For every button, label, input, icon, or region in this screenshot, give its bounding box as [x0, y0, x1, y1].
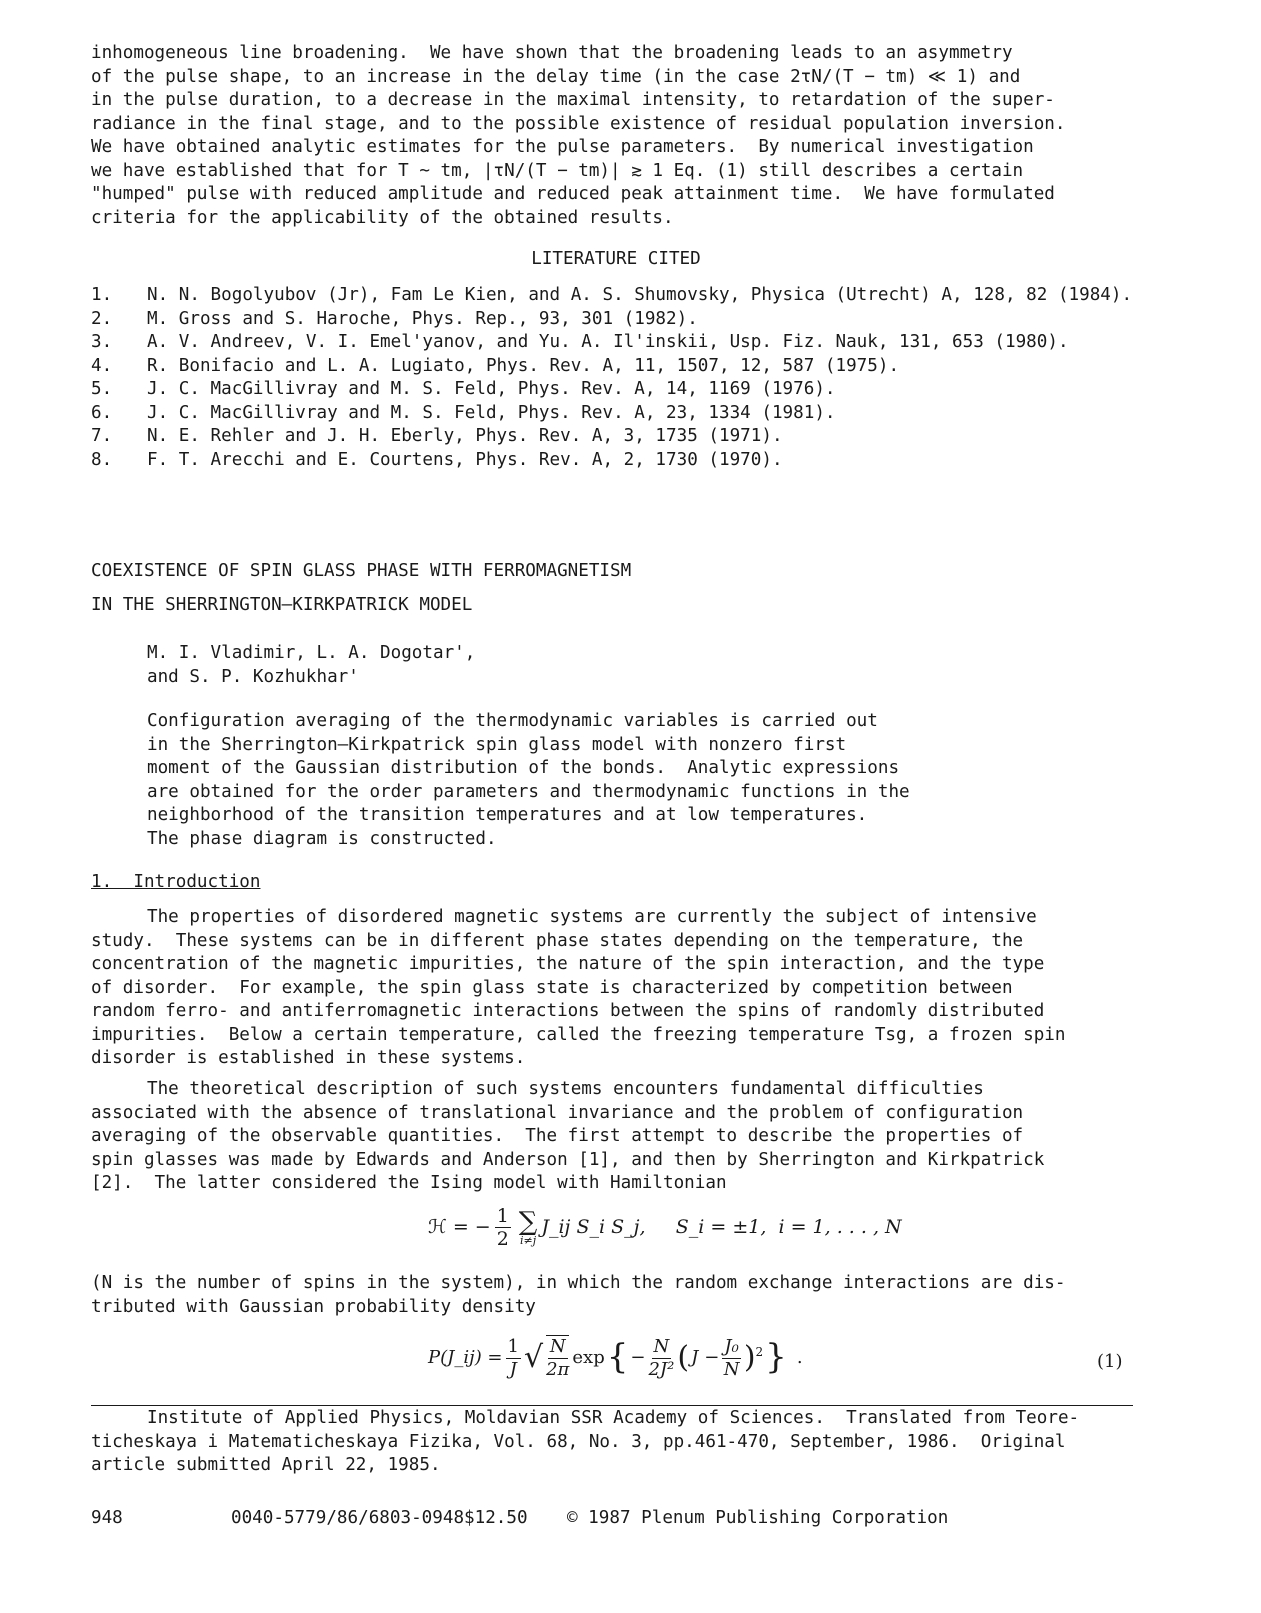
eq-denominator: J	[509, 1358, 517, 1380]
publication-code: 0040-5779/86/6803-0948$12.50	[231, 1508, 528, 1528]
reference-number: 8.	[91, 449, 113, 470]
reference-item	[91, 331, 1141, 355]
text-line: [2]. The latter considered the Ising model with Hamiltonian	[91, 1173, 727, 1193]
footnote-rule	[91, 1405, 1133, 1406]
eq-numerator: N	[653, 1335, 670, 1357]
text-line: concentration of the magnetic impurities, the nature of the spin interaction, and the type	[91, 954, 1045, 974]
eq-fraction	[506, 1336, 521, 1381]
eq-fraction	[722, 1336, 740, 1381]
period: .	[796, 1347, 803, 1369]
eq-numerator: N	[549, 1336, 566, 1357]
text-line: associated with the absence of translational invariance and the problem of configuration	[91, 1102, 1024, 1123]
intro-paragraph-1	[91, 906, 1141, 1071]
text-line: (N is the number of spins in the system), in which the random exchange interactions are dis-	[91, 1273, 1066, 1293]
abstract-line: The phase diagram is constructed.	[147, 828, 497, 849]
reference-number: 2.	[91, 308, 113, 329]
footnote-line: ticheskaya i Matematicheskaya Fizika, Vol. 68, No. 3, pp.461-470, September, 1986. Original	[91, 1431, 1066, 1452]
eq-fraction	[546, 1335, 569, 1381]
authors	[147, 642, 1197, 689]
reference-item	[91, 284, 1141, 308]
eq-body: J_ij S_i S_j, S_i = ±1, i = 1, . . . , N	[541, 1215, 902, 1238]
reference-item	[91, 425, 1141, 449]
eq-numerator: J₀	[724, 1335, 739, 1357]
text-line: averaging of the observable quantities. The first attempt to describe the properties of	[91, 1126, 1024, 1146]
footnote-line: Institute of Applied Physics, Moldavian SSR Academy of Sciences. Translated from Teore-	[147, 1408, 1080, 1428]
article-title	[91, 560, 1141, 584]
footnote	[91, 1407, 1141, 1478]
gaussian-equation	[428, 1335, 803, 1381]
literature-heading	[91, 248, 1141, 272]
reference-text: N. E. Rehler and J. H. Eberly, Phys. Rev. A, 3, 1735 (1971).	[147, 426, 783, 446]
reference-item	[91, 402, 1141, 426]
sum-symbol-group	[518, 1206, 538, 1247]
text-line: inhomogeneous line broadening. We have shown that the broadening leads to an asymmetry	[91, 43, 1013, 63]
eq-denominator: 2π	[546, 1359, 570, 1380]
text-line: impurities. Below a certain temperature, called the freezing temperature Tsg, a frozen spin	[91, 1024, 1066, 1045]
text-line: we have established that for T ~ tm, |τN/(T − tm)| ≳ 1 Eq. (1) still describes a certain	[91, 160, 1024, 181]
exp-label: exp	[572, 1347, 605, 1369]
reference-text: R. Bonifacio and L. A. Lugiato, Phys. Rev. A, 11, 1507, 12, 587 (1975).	[147, 355, 900, 376]
reference-item	[91, 355, 1141, 379]
reference-number: 6.	[91, 402, 113, 423]
text-line: The theoretical description of such systems encounters fundamental difficulties	[147, 1079, 984, 1099]
text-after-hamiltonian	[91, 1272, 1141, 1319]
text-line: disorder is established in these systems.	[91, 1048, 526, 1068]
abstract-line: Configuration averaging of the thermodynamic variables is carried out	[147, 711, 878, 731]
abstract-line: moment of the Gaussian distribution of the bonds. Analytic expressions	[147, 758, 900, 778]
eq-lhs: ℋ = −	[428, 1215, 491, 1238]
text-line: spin glasses was made by Edwards and Anderson [1], and then by Sherrington and Kirkpatrick	[91, 1149, 1045, 1170]
eq-fraction	[495, 1205, 511, 1250]
abstract-line: in the Sherrington–Kirkpatrick spin glass model with nonzero first	[147, 734, 847, 755]
exponent-2: 2	[755, 1345, 764, 1359]
text-line: We have obtained analytic estimates for the pulse parameters. By numerical investigation	[91, 137, 1034, 157]
author-line: M. I. Vladimir, L. A. Dogotar',	[147, 643, 476, 663]
abstract	[147, 710, 1137, 851]
page-number: 948	[91, 1508, 123, 1528]
reference-item	[91, 308, 1141, 332]
eq-denominator: 2	[496, 1228, 509, 1250]
text-line: radiance in the final stage, and to the possible existence of residual population inversion.	[91, 113, 1066, 134]
paren-close: )	[743, 1340, 756, 1376]
eq-denominator: 2J²	[648, 1358, 675, 1380]
brace-open: {	[606, 1337, 629, 1378]
eq-numerator: 1	[507, 1335, 519, 1357]
literature-heading-text: LITERATURE CITED	[531, 249, 701, 269]
text-line: The properties of disordered magnetic systems are currently the subject of intensive	[147, 907, 1037, 927]
text-line: in the pulse duration, to a decrease in the maximal intensity, to retardation of the super-	[91, 90, 1055, 110]
equation-number: (1)	[1097, 1351, 1123, 1372]
sum-symbol: ∑	[518, 1206, 538, 1237]
text-line: "humped" pulse with reduced amplitude and reduced peak attainment time. We have formulated	[91, 184, 1055, 204]
paren-open: (	[677, 1340, 690, 1376]
sqrt-symbol: √	[523, 1340, 544, 1376]
reference-item	[91, 378, 1141, 402]
section-heading	[91, 871, 1141, 895]
text-line: criteria for the applicability of the obtained results.	[91, 207, 674, 228]
footnote-line: article submitted April 22, 1985.	[91, 1455, 441, 1475]
text-line: tributed with Gaussian probability density	[91, 1296, 536, 1317]
title-line: IN THE SHERRINGTON–KIRKPATRICK MODEL	[91, 595, 473, 615]
abstract-line: neighborhood of the transition temperatures and at low temperatures.	[147, 805, 868, 825]
title-line: COEXISTENCE OF SPIN GLASS PHASE WITH FERROMAGNETISM	[91, 561, 632, 581]
reference-number: 3.	[91, 332, 113, 352]
intro-paragraph-2	[91, 1078, 1141, 1196]
reference-number: 4.	[91, 355, 113, 376]
reference-list	[91, 284, 1141, 472]
text-line: random ferro- and antiferromagnetic interactions between the spins of randomly distributed	[91, 1001, 1045, 1021]
minus-sign: −	[630, 1347, 646, 1369]
eq-var-j: J	[691, 1347, 699, 1369]
reference-text: N. N. Bogolyubov (Jr), Fam Le Kien, and A. S. Shumovsky, Physica (Utrecht) A, 128, 82 (1984).	[147, 285, 1133, 305]
reference-text: A. V. Andreev, V. I. Emel'yanov, and Yu. A. Il'inskii, Usp. Fiz. Nauk, 131, 653 (1980).	[147, 332, 1069, 352]
reference-number: 5.	[91, 379, 113, 399]
top-paragraph	[91, 42, 1141, 230]
reference-text: J. C. MacGillivray and M. S. Feld, Phys. Rev. A, 23, 1334 (1981).	[147, 402, 836, 423]
copyright: © 1987 Plenum Publishing Corporation	[567, 1508, 949, 1528]
abstract-line: are obtained for the order parameters and thermodynamic functions in the	[147, 781, 910, 802]
eq-denominator: N	[723, 1358, 740, 1380]
reference-number: 1.	[91, 285, 113, 305]
eq-fraction	[648, 1336, 674, 1381]
reference-text: F. T. Arecchi and E. Courtens, Phys. Rev. A, 2, 1730 (1970).	[147, 449, 783, 470]
sum-subscript: i≠j	[520, 1233, 537, 1247]
reference-number: 7.	[91, 426, 113, 446]
eq-numerator: 1	[496, 1205, 509, 1227]
text-line: of the pulse shape, to an increase in the delay time (in the case 2τN/(T − tm) ≪ 1) and	[91, 66, 1021, 87]
section-heading-text: 1. Introduction	[91, 872, 261, 892]
author-line: and S. P. Kozhukhar'	[147, 666, 359, 687]
text-line: of disorder. For example, the spin glass state is characterized by competition between	[91, 977, 1013, 998]
eq-lhs: P(J_ij) =	[428, 1347, 503, 1369]
article-title-cont	[91, 594, 1141, 618]
reference-text: J. C. MacGillivray and M. S. Feld, Phys. Rev. A, 14, 1169 (1976).	[147, 379, 836, 399]
reference-text: M. Gross and S. Haroche, Phys. Rep., 93, 301 (1982).	[147, 308, 698, 329]
minus-sign: −	[704, 1347, 720, 1369]
text-line: study. These systems can be in different phase states depending on the temperature, the	[91, 930, 1024, 951]
hamiltonian-equation	[428, 1205, 902, 1250]
brace-close: }	[765, 1337, 787, 1378]
reference-item	[91, 449, 1141, 473]
